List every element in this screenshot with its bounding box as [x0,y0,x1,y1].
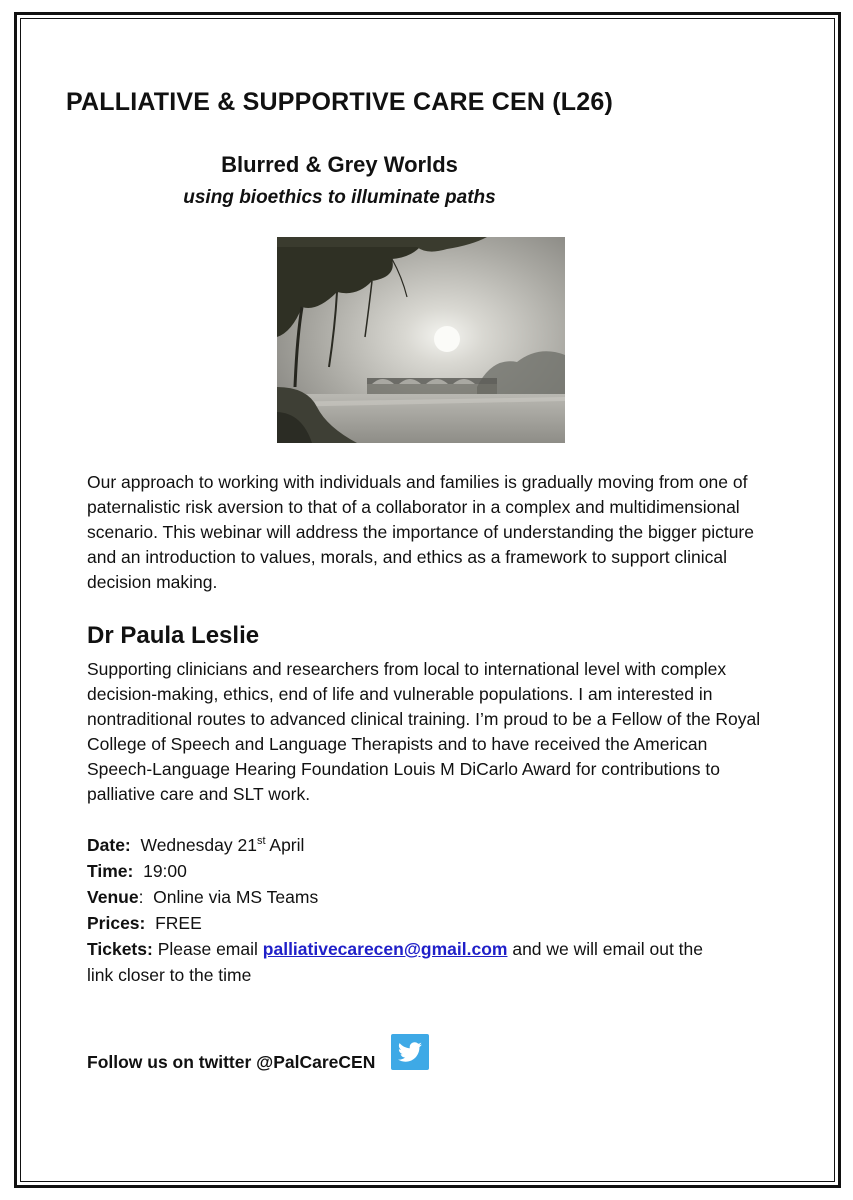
intro-paragraph: Our approach to working with individuals and families is gradually moving from one of paternalistic risk aversion to that of a collaborator in a complex and multidimensional scenario. This webinar will address the importance of understanding the bigger picture and an introduction to values, morals, and ethics as a framework to support clinical decision making. [87,472,754,592]
tickets-pre: Please email [157,939,258,959]
twitter-bird-icon[interactable] [391,1034,429,1070]
prices-label: Prices: [87,913,146,933]
tickets-line2: link closer to the time [87,965,252,985]
event-details [87,832,777,988]
date-label: Date: [87,835,131,855]
time-row [87,858,777,884]
prices-value: FREE [155,913,202,933]
speaker-name: Dr Paula Leslie [87,622,260,649]
follow-twitter-text: Follow us on twitter @PalCareCEN [87,1052,376,1072]
venue-colon: : [138,887,144,907]
venue-value: Online via MS Teams [153,887,319,907]
tickets-row-2 [87,962,777,988]
tickets-post: and we will email out the [512,939,703,959]
event-subtitle: using bioethics to illuminate paths [183,187,496,208]
speaker-bio: Supporting clinicians and researchers from local to international level with complex decision-making, ethics, end of life and vulnerable populations. I am interested in nontraditional routes to advanced clinical training. I’m proud to be a Fellow of the Royal College of Speech and Language Therapists and to have received the American Speech-Language Hearing Foundation Louis M DiCarlo Award for contributions to palliative care and SLT work. [87,659,761,804]
misty-river-bridge-photo [277,237,565,443]
main-title: PALLIATIVE & SUPPORTIVE CARE CEN (L26) [65,88,613,116]
time-label: Time: [87,861,134,881]
venue-row [87,884,777,910]
event-title: Blurred & Grey Worlds [221,152,458,177]
date-suffix: st [256,835,266,847]
date-month: April [269,835,305,855]
email-link[interactable]: palliativecarecen@gmail.com [262,939,508,959]
date-value: Wednesday 21 [140,835,257,855]
time-value: 19:00 [143,861,187,881]
date-row [87,832,777,858]
tickets-label: Tickets: [87,939,153,959]
venue-label: Venue [87,887,139,907]
prices-row [87,910,777,936]
tickets-row [87,936,777,962]
